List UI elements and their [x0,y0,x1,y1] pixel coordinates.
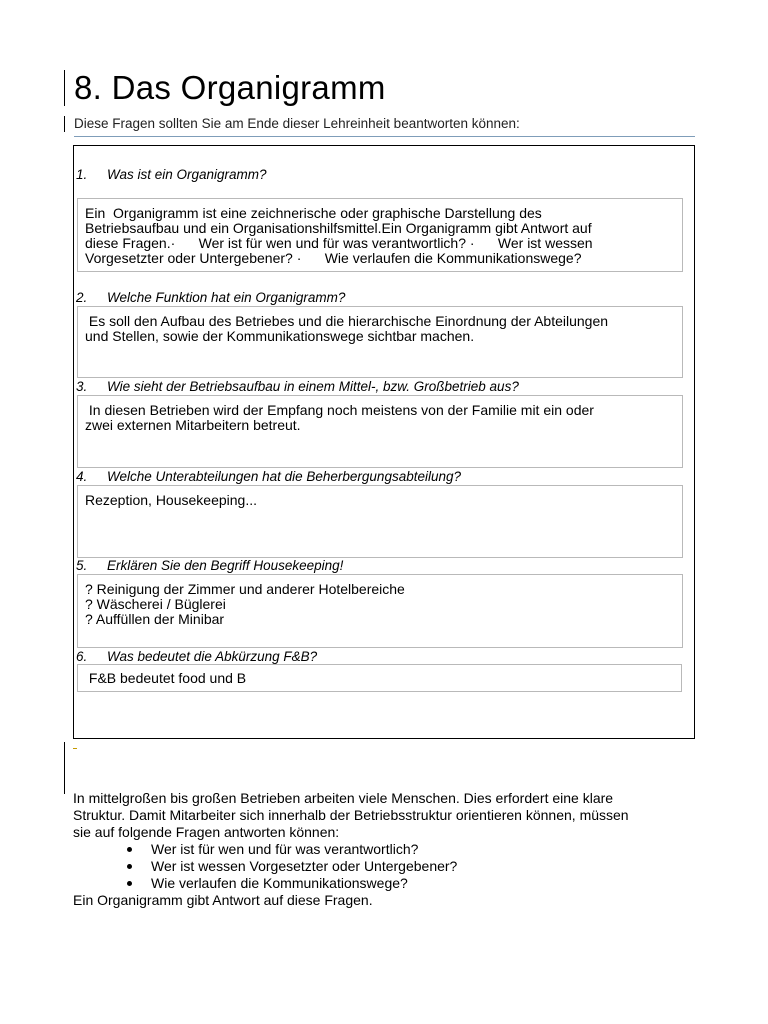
answer-line: F&B bedeutet food und B [85,670,247,686]
answer-line: und Stellen, sowie der Kommunikationswege sichtbar machen. [85,328,475,344]
question-1 [76,166,267,183]
intro-line: sie auf folgende Fragen antworten können: [73,824,340,840]
answer-line: Vorgesetzter oder Untergebener? · Wie verlaufen die Kommunikationswege? [85,250,582,266]
page-subtitle: Diese Fragen sollten Sie am Ende dieser Lehreinheit beantworten können: [74,116,520,131]
question-3 [76,378,519,395]
answer-box-4[interactable] [77,485,683,558]
list-item [73,841,698,858]
answer-line: ? Wäscherei / Büglerei [85,596,226,612]
question-text: Erklären Sie den Begriff Housekeeping! [107,558,344,573]
answer-box-5[interactable] [77,574,683,648]
question-number: 3. [76,379,88,394]
bullet-icon [127,847,132,852]
answer-line: Betriebsaufbau und ein Organisationshilfsmittel.Ein Organigramm gibt Antwort auf [85,220,592,236]
question-number: 4. [76,469,88,484]
list-item-text: Wer ist für wen und für was verantwortlich? [151,841,419,857]
answer-line: zwei externen Mitarbeitern betreut. [85,417,301,433]
answer-box-2[interactable] [77,306,683,378]
answer-line: In diesen Betrieben wird der Empfang noch meistens von der Familie mit ein oder [85,402,594,418]
list-item [73,875,698,892]
question-number: 6. [76,649,88,664]
answer-box-3[interactable] [77,395,683,468]
text-cursor-mark [73,748,77,749]
question-4 [76,468,461,485]
page-title: 8. Das Organigramm [74,69,386,106]
bullet-list [73,841,698,892]
answer-line: Es soll den Aufbau des Betriebes und die hierarchische Einordnung der Abteilungen [85,313,609,329]
answer-line: ? Auffüllen der Minibar [85,611,225,627]
margin-bar-subtitle [64,116,65,132]
answer-line: diese Fragen.· Wer ist für wen und für was verantwortlich? · Wer ist wessen [85,235,593,251]
question-text: Welche Funktion hat ein Organigramm? [107,290,346,305]
answer-line: ? Reinigung der Zimmer und anderer Hotelbereiche [85,581,405,597]
intro-line: In mittelgroßen bis großen Betrieben arbeiten viele Menschen. Dies erfordert eine klare [73,790,614,806]
answer-line: Ein Organigramm ist eine zeichnerische oder graphische Darstellung des [85,205,542,221]
margin-bar-body [64,742,65,794]
answer-box-1[interactable] [77,198,683,272]
bullet-icon [127,864,132,869]
answer-line: Rezeption, Housekeeping... [85,492,257,508]
question-text: Was bedeutet die Abkürzung F&B? [107,649,318,664]
question-number: 1. [76,167,88,182]
question-number: 2. [76,290,88,305]
answer-box-6[interactable] [77,664,682,692]
closing-line: Ein Organigramm gibt Antwort auf diese Fragen. [73,892,373,908]
list-item-text: Wer ist wessen Vorgesetzter oder Untergebener? [151,858,458,874]
margin-bar-title [64,70,65,106]
list-item [73,858,698,875]
bullet-icon [127,881,132,886]
list-item-text: Wie verlaufen die Kommunikationswege? [151,875,408,891]
question-text: Welche Unterabteilungen hat die Beherbergungsabteilung? [107,469,462,484]
heading-rule [74,136,695,137]
intro-line: Struktur. Damit Mitarbeiter sich innerhalb der Betriebsstruktur orientieren können, müssen [73,807,629,823]
question-text: Was ist ein Organigramm? [107,167,267,182]
body-section [73,790,698,909]
question-number: 5. [76,558,88,573]
question-2 [76,289,345,306]
question-5 [76,557,343,574]
question-6 [76,648,317,665]
question-text: Wie sieht der Betriebsaufbau in einem Mittel-, bzw. Großbetrieb aus? [107,379,519,394]
